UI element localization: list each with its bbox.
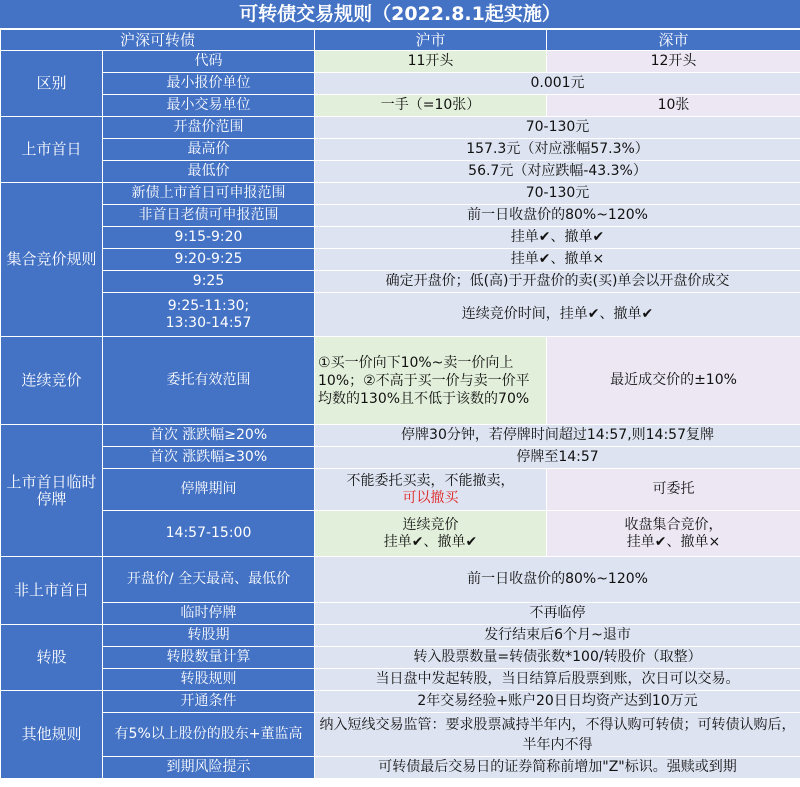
table-row	[1, 227, 800, 249]
header-col1: 沪深可转债	[1, 30, 315, 51]
cell-sh: 11开头	[315, 51, 547, 73]
table-row	[1, 271, 800, 293]
category-linshi: 上市首日临时停牌	[1, 425, 103, 557]
row-label: 最高价	[103, 139, 315, 161]
cell-sz: 可委托	[547, 469, 800, 511]
table-row	[1, 713, 800, 757]
cell-sh-line1: 不能委托买卖，不能撤卖，	[346, 472, 515, 489]
cell-value: 2年交易经验+账户20日日均资产达到10万元	[315, 691, 800, 713]
cell-value: 停牌30分钟，若停牌时间超过14:57,则14:57复牌	[315, 425, 800, 447]
table-row	[1, 337, 800, 425]
cell-sh-line2: 挂单✔、撤单✔	[383, 533, 478, 550]
row-label: 最小报价单位	[103, 73, 315, 95]
cell-sz: 10张	[547, 95, 800, 117]
cell-value: 停牌至14:57	[315, 447, 800, 469]
row-label: 到期风险提示	[103, 757, 315, 779]
row-label: 转股期	[103, 625, 315, 647]
row-label: 转股数量计算	[103, 647, 315, 669]
cell-value: 前一日收盘价的80%~120%	[315, 205, 800, 227]
cell-value: 纳入短线交易监管：要求股票减持半年内，不得认购可转债；可转债认购后，半年内不得	[315, 713, 800, 757]
cell-sz-line1: 收盘集合竞价，	[624, 516, 723, 533]
header-col3: 深市	[547, 30, 800, 51]
cell-sz: 最近成交价的±10%	[547, 337, 800, 425]
row-label: 临时停牌	[103, 603, 315, 625]
table-row	[1, 625, 800, 647]
category-qita: 其他规则	[1, 691, 103, 779]
table-row	[1, 139, 800, 161]
cell-sz-line2: 挂单✔、撤单×	[626, 533, 721, 550]
row-label: 14:57-15:00	[103, 511, 315, 557]
category-qubie: 区别	[1, 51, 103, 117]
row-label: 最低价	[103, 161, 315, 183]
category-shangshi: 上市首日	[1, 117, 103, 183]
table-row	[1, 557, 800, 603]
table-row	[1, 603, 800, 625]
category-jihe: 集合竞价规则	[1, 183, 103, 337]
header-col2: 沪市	[315, 30, 547, 51]
cell-value: 连续竞价时间，挂单✔、撤单✔	[315, 293, 800, 337]
cell-value: 发行结束后6个月~退市	[315, 625, 800, 647]
table-row	[1, 51, 800, 73]
cell-value: 当日盘中发起转股，当日结算后股票到账，次日可以交易。	[315, 669, 800, 691]
rules-table	[0, 29, 800, 779]
row-label-line2: 13:30-14:57	[165, 314, 252, 331]
page-title: 可转债交易规则（2022.8.1起实施）	[0, 0, 800, 29]
cell-value: 前一日收盘价的80%~120%	[315, 557, 800, 603]
cell-sh-line2: 可以撤买	[402, 489, 459, 506]
table-row	[1, 511, 800, 557]
cell-value: 可转债最后交易日的证券简称前增加"Z"标识。强赎或到期	[315, 757, 800, 779]
cell-sz	[547, 511, 800, 557]
row-label: 首次 涨跌幅≥20%	[103, 425, 315, 447]
cell-value: 转入股票数量=转债张数*100/转股价（取整）	[315, 647, 800, 669]
row-label: 转股规则	[103, 669, 315, 691]
table-row	[1, 469, 800, 511]
table-row	[1, 757, 800, 779]
table-row	[1, 447, 800, 469]
category-fei: 非上市首日	[1, 557, 103, 625]
table-row	[1, 117, 800, 139]
table-row	[1, 205, 800, 227]
row-label: 委托有效范围	[103, 337, 315, 425]
row-label: 9:25	[103, 271, 315, 293]
category-lianxu: 连续竞价	[1, 337, 103, 425]
table-row	[1, 95, 800, 117]
row-label: 9:20-9:25	[103, 249, 315, 271]
cell-value: 56.7元（对应跌幅-43.3%）	[315, 161, 800, 183]
row-label: 开通条件	[103, 691, 315, 713]
row-label: 首次 涨跌幅≥30%	[103, 447, 315, 469]
cell-sh: ①买一价向下10%~卖一价向上10%；②不高于买一价与卖一价平均数的130%且不低于该数的70%	[315, 337, 547, 425]
row-label: 代码	[103, 51, 315, 73]
cell-value: 挂单✔、撤单×	[315, 249, 800, 271]
table-row	[1, 647, 800, 669]
cell-value: 确定开盘价；低(高)于开盘价的卖(买)单会以开盘价成交	[315, 271, 800, 293]
table-header-row	[1, 30, 800, 51]
table-row	[1, 425, 800, 447]
cell-sh	[315, 469, 547, 511]
row-label: 最小交易单位	[103, 95, 315, 117]
table-row	[1, 183, 800, 205]
cell-value: 0.001元	[315, 73, 800, 95]
cell-sh	[315, 511, 547, 557]
cell-value: 不再临停	[315, 603, 800, 625]
cell-sh-line1: 连续竞价	[402, 516, 459, 533]
row-label: 9:15-9:20	[103, 227, 315, 249]
row-label: 开盘价/ 全天最高、最低价	[103, 557, 315, 603]
category-zhuangu: 转股	[1, 625, 103, 691]
cell-sz: 12开头	[547, 51, 800, 73]
cell-value: 挂单✔、撤单✔	[315, 227, 800, 249]
table-row	[1, 691, 800, 713]
row-label: 非首日老债可申报范围	[103, 205, 315, 227]
table-row	[1, 73, 800, 95]
row-label: 新债上市首日可申报范围	[103, 183, 315, 205]
cell-sh: 一手（=10张）	[315, 95, 547, 117]
row-label: 开盘价范围	[103, 117, 315, 139]
table-row	[1, 249, 800, 271]
row-label: 有5%以上股份的股东+董监高	[103, 713, 315, 757]
row-label	[103, 293, 315, 337]
row-label: 停牌期间	[103, 469, 315, 511]
cell-value: 70-130元	[315, 117, 800, 139]
cell-value: 70-130元	[315, 183, 800, 205]
row-label-line1: 9:25-11:30;	[167, 297, 250, 314]
cell-value: 157.3元（对应涨幅57.3%）	[315, 139, 800, 161]
table-row	[1, 161, 800, 183]
table-row	[1, 293, 800, 337]
table-row	[1, 669, 800, 691]
